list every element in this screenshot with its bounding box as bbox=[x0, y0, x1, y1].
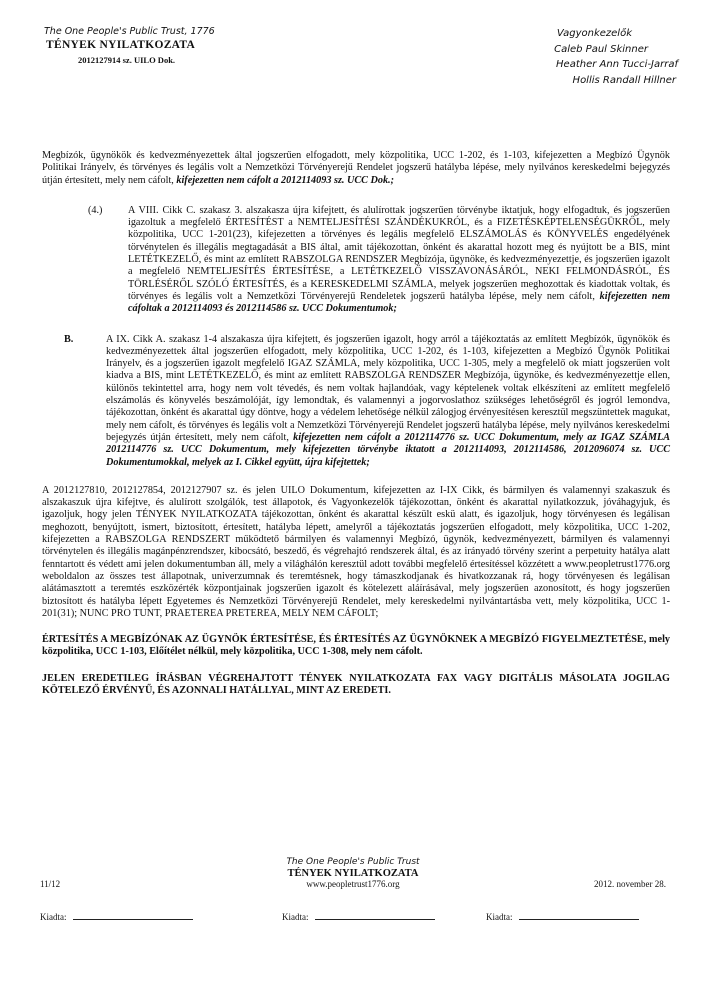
trustee-name: Hollis Randall Hillner bbox=[572, 74, 676, 86]
paragraph-emphasis: kifejezetten nem cáfolt a 2012114776 sz. UCC Dokumentum, mely az IGAZ SZÁMLA 2012114776 sz. UCC Dokumentum, mely kifejezetten törvénybe iktatott a 2012114093, 2012114586, 2012096074 sz. UCC Dokumentumokkal, melyek az I. Cikkel együtt, újra kifejtettek; bbox=[106, 431, 670, 468]
paragraph-text: A VIII. Cikk C. szakasz 3. alszakasza újra kifejtett, és alulírottak jogszerűen törvénybe iktatjuk, hogy elfogadtuk, és jogszerűen igazoltuk a megfelelő ÉRTESÍTÉST a NEMTELJESÍTÉSI SZÁNDÉKUKRÓL, és a FIZETÉSKÉPTELENSÉGÜKRŐL, mely közpolitika, UCC 1-201(23), kifejezetten a törvényes és legális megfelelő ELSZÁMOLÁS és KÖNYVELÉS engedélyének törvénytelen és illegális megtagadását a BIS által, amit tájékozottan, önként és akarattal hozott meg és nyújtott be a BIS, mint LETÉTKEZELŐ, és mint az említett RABSZOLGA RENDSZER Megbízója, ügynöke, és kedvezményezettje, és jogszerűen igazolt a megfelelő NEMTELJESÍTÉS ÉRTESÍTÉSE, a LETÉTKEZELŐ VISSZAVONÁSÁRÓL, NEKI FELMONDÁSRÓL, ÉS TÖRLÉSÉRŐL SZÓLÓ ÉRTESÍTÉS, és a KERESKEDELMI SZÁMLA, melyek jogszerűen meghozottak és kiadottak voltak, és törvényes és legális volt a Nemzetközi Törvényerejű Rendeletek jogszerű hatályba lépése, mely nem cáfolt, bbox=[128, 204, 670, 302]
header-title: TÉNYEK NYILATKOZATA bbox=[46, 39, 196, 51]
header-trustees bbox=[448, 26, 678, 88]
signature-line bbox=[519, 911, 639, 920]
item-letter: B. bbox=[64, 333, 74, 345]
issued-by-field bbox=[282, 911, 435, 922]
footer-title: TÉNYEK NYILATKOZATA bbox=[287, 868, 419, 879]
continued-paragraph bbox=[42, 150, 670, 187]
document-body bbox=[42, 150, 670, 697]
paragraph-emphasis: kifejezetten nem cáfoltak a 2012114093 és 2012114586 sz. UCC Dokumentumok; bbox=[128, 290, 671, 315]
footer-url: www.peopletrust1776.org bbox=[306, 879, 400, 889]
issued-by-field bbox=[486, 911, 639, 922]
footer-trust-name: The One People's Public Trust bbox=[286, 857, 420, 867]
paragraph-text: A IX. Cikk A. szakasz 1-4 alszakasza újra kifejtett, és jogszerűen igazolt, hogy arról a tájékoztatás az említett Megbízók, ügynökök és kedvezményezettek által jogszerűen elfogadott, mely közpolitika, UCC 1-202, és 1-103, kifejezetten a Megbízó Ügynök Politikai Irányelv, és a jogszerűen igazolt megfelelő IGAZ SZÁMLA, mely közpolitika, UCC 1-305, mely a megfelelő ok miatt jogszerűen volt kiadva a BIS, mint LETÉTKEZELŐ, és mint az említett RABSZOLGA RENDSZER Megbízója, ügynöke, és kedvezményezettje ellen, különös tekintettel arra, hogy nem volt tévedés, és nem voltak hajlandóak, vagy képtelenek voltak elkészíteni az említett megfelelő elszámolás és könyvelés beszámolóját, így lemondtak, és valamennyi a jogorvoslathoz szükséges lehetőségről és jogról lemondva, tájékozottan, önként és akarattal úgy döntve, hogy a védelem lehetősége nélkül zálogjog érvényesítésen keresztül megszüntettek magukat, mely nem cáfolt, és törvényes és legális volt a Nemzetközi Törvényerejű Rendelet jogszerű hatályba lépése, mely nyilvános kereskedelmi bejegyzés útján értesített, mely nem cáfolt, bbox=[106, 333, 670, 443]
header-trust-name: The One People's Public Trust, 1776 bbox=[44, 26, 215, 37]
item-number: (4.) bbox=[88, 204, 103, 216]
lettered-item-b bbox=[64, 333, 670, 469]
numbered-item-4 bbox=[88, 204, 671, 316]
main-declaration-paragraph: A 2012127810, 2012127854, 2012127907 sz. és jelen UILO Dokumentum, kifejezetten az I-IX Cikk, és bármilyen és valamennyi szakaszuk és alszakaszuk újra kifejtve, és alulírott szolgálók, test állapotok, és Vagyonkezelők tájékozottan, önként és akarattal nyilatkozzuk, jóváhagyjuk, és igazoljuk, hogy jelen TÉNYEK NYILATKOZATA tájékozottan, önként és akarattal készült eskü alatt, és igazoljuk, hogy törvényesen és legálisan meghozott, benyújtott, ismert, biztosított, értesített, hatályba lépett, amelyről a tájékoztatás jogszerűen elfogadott, mely közpolitika, UCC 1-202, kifejezetten a RABSZOLGA RENDSZERT működtető bármilyen és valamennyi Megbízó, ügynök, kedvezményezett, bármilyen és valamennyi törvénytelen és illegális magánpénzrendszer, kibocsátó, beszedő, és végrehajtó rendszerek által, és az irányadó törvény szerint a perpetuity hatálya alatt fenntartott és védett ami jelen dokumentumban áll, mely a világhálón keresztül adott további megfelelő értesítéssel közzétett a www.peopletrust1776.org weboldalon az összes test állapotnak, univerzumnak és teremtésnek, hogy támaszkodjanak és hivatkozzanak rá, hogy törvényesen és legálisan alátámasztott a teremtés eszközérték központjainak jogszerűen igazolt és kötelezett aláírásával, mely jogszerűen azonosított, és hogy jogszerűen biztosított és hatályba lépett Egyetemes és Nemzetközi Törvényerejű Rendelet, mely kereskedelmi nyilvántartásba vett, mely közpolitika, UCC 1-201(31); NUNC PRO TUNT, PRAETEREA PRETEREA, MELY NEM CÁFOLT; bbox=[42, 484, 670, 619]
signature-line bbox=[315, 911, 435, 920]
page-footer bbox=[0, 857, 706, 891]
issued-label: Kiadta: bbox=[40, 912, 67, 922]
paragraph-emphasis: kifejezetten nem cáfolt a 2012114093 sz. UCC Dok.; bbox=[176, 174, 394, 186]
copy-validity-paragraph: JELEN EREDETILEG ÍRÁSBAN VÉGREHAJTOTT TÉNYEK NYILATKOZATA FAX VAGY DIGITÁLIS MÁSOLATA JOGILAG KÖTELEZŐ ÉRVÉNYŰ, ÉS AZONNALI HATÁLLYAL, MINT AZ EREDETI. bbox=[42, 672, 670, 696]
header-doc-number: 2012127914 sz. UILO Dok. bbox=[78, 55, 176, 65]
issued-label: Kiadta: bbox=[282, 912, 309, 922]
page-number: 11/12 bbox=[40, 879, 61, 889]
paragraph-text: Megbízók, ügynökök és kedvezményezettek által jogszerűen elfogadott, mely közpolitika, UCC 1-202, és 1-103, kifejezetten a Megbízó Ügynök Politikai Irányelv, és törvényes és legális volt a Nemzetközi Törvényerejű Rendelet jogszerű hatályba lépése, mely nyilvános kereskedelmi bejegyzés útján értesített, mely nem cáfolt, bbox=[42, 150, 670, 186]
trustee-name: Heather Ann Tucci-Jarraf bbox=[556, 59, 678, 70]
issued-label: Kiadta: bbox=[486, 912, 513, 922]
issued-by-field bbox=[40, 911, 193, 922]
header-left bbox=[38, 26, 338, 65]
signature-line bbox=[73, 911, 193, 920]
trustees-label: Vagyonkezelők bbox=[556, 28, 632, 39]
trustee-name: Caleb Paul Skinner bbox=[554, 43, 648, 55]
footer-info-row bbox=[0, 879, 706, 891]
notice-paragraph: ÉRTESÍTÉS A MEGBÍZÓNAK AZ ÜGYNÖK ÉRTESÍTÉSE, ÉS ÉRTESÍTÉS AZ ÜGYNÖKNEK A MEGBÍZÓ FIGYELMEZTETÉSE, mely közpolitika, UCC 1-103, Előítélet nélkül, mely közpolitika, UCC 1-308, mely nem cáfolt. bbox=[42, 634, 670, 658]
footer-date: 2012. november 28. bbox=[594, 879, 666, 889]
